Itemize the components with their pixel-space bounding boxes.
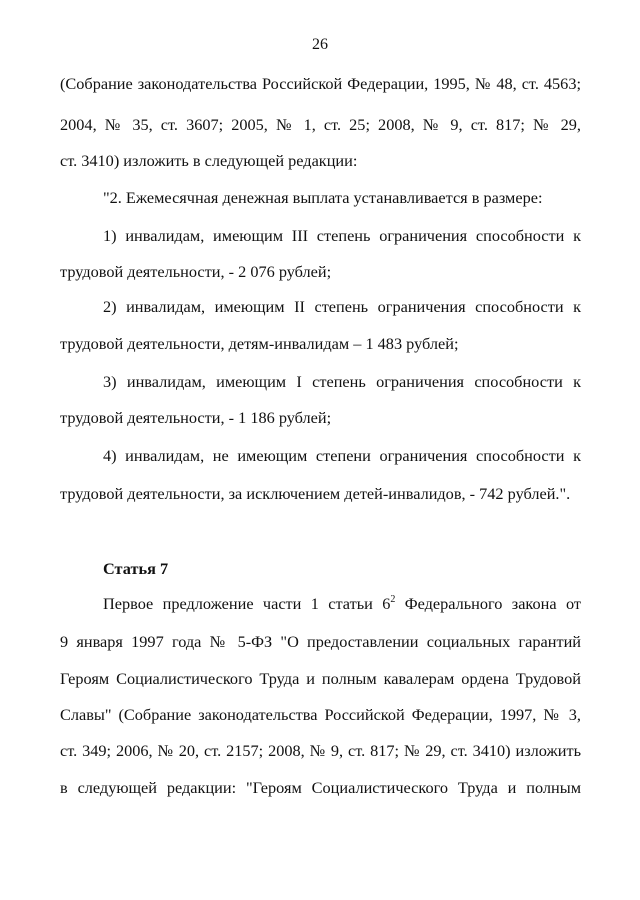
list-item-line: 1) инвалидам, имеющим III степень ограничения способности к <box>103 226 581 245</box>
article-line: Героям Социалистического Труда и полным кавалерам ордена Трудовой <box>60 669 581 688</box>
text-line: (Собрание законодательства Российской Федерации, 1995, № 48, ст. 4563; <box>60 74 581 93</box>
superscript: 2 <box>390 594 396 605</box>
article-line: ст. 349; 2006, № 20, ст. 2157; 2008, № 9, ст. 817; № 29, ст. 3410) изложить <box>60 741 581 760</box>
list-item-line: 2) инвалидам, имеющим II степень ограничения способности к <box>103 297 581 316</box>
article-line <box>103 594 581 614</box>
list-item-line: 3) инвалидам, имеющим I степень ограничения способности к <box>103 372 581 391</box>
article-heading: Статья 7 <box>103 559 169 578</box>
article-line: в следующей редакции: "Героям Социалистического Труда и полным <box>60 778 581 797</box>
text-line: 2004, № 35, ст. 3607; 2005, № 1, ст. 25; 2008, № 9, ст. 817; № 29, <box>60 115 581 134</box>
article-line-text: Федерального закона от <box>395 594 581 613</box>
article-line-text: Первое предложение части 1 статьи 6 <box>103 594 391 613</box>
page-number: 26 <box>312 36 328 53</box>
article-line: 9 января 1997 года № 5-ФЗ "О предоставлении социальных гарантий <box>60 632 581 651</box>
article-line: Славы" (Собрание законодательства Российской Федерации, 1997, № 3, <box>60 705 581 724</box>
list-item-line: трудовой деятельности, - 1 186 рублей; <box>60 408 332 427</box>
list-item-line: 4) инвалидам, не имеющим степени ограничения способности к <box>103 446 581 465</box>
text-line: "2. Ежемесячная денежная выплата устанавливается в размере: <box>103 188 543 207</box>
list-item-line: трудовой деятельности, за исключением детей-инвалидов, - 742 рублей.". <box>60 484 571 503</box>
list-item-line: трудовой деятельности, - 2 076 рублей; <box>60 262 332 281</box>
text-line: ст. 3410) изложить в следующей редакции: <box>60 151 358 170</box>
list-item-line: трудовой деятельности, детям-инвалидам – 1 483 рублей; <box>60 334 459 353</box>
